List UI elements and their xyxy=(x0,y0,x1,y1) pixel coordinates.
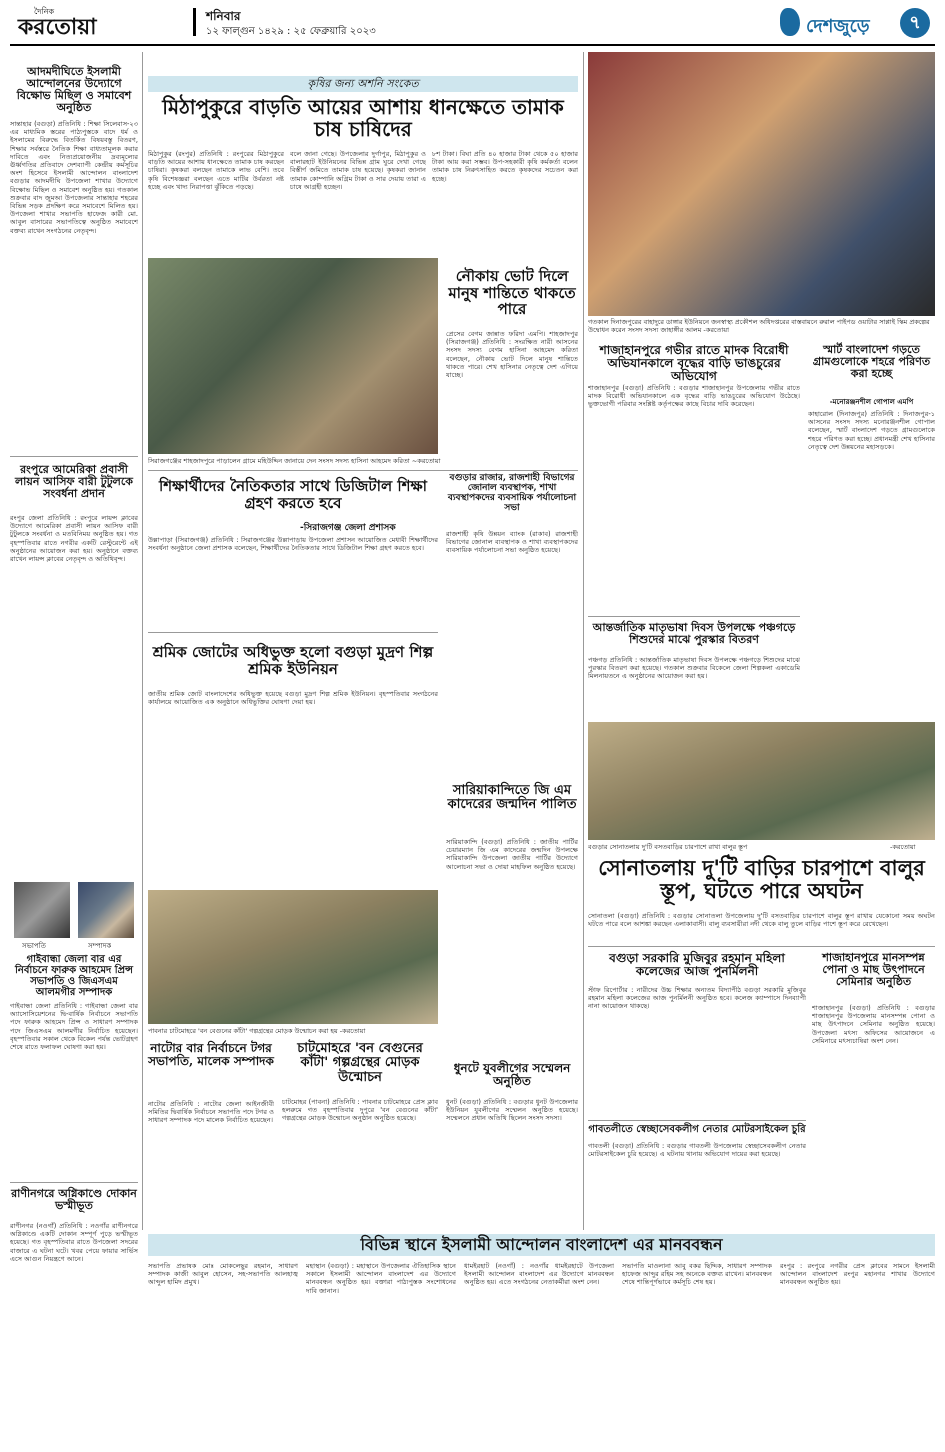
divider xyxy=(10,1182,138,1183)
digital-headline: শিক্ষার্থীদের নৈতিকতার সাথে ডিজিটাল শিক্ষা গ্রহণ করতে হবে xyxy=(158,477,428,512)
nouka-body: প্রেসের বেগম জান্নাত ফরিদা এমপি। শাহজাদপুর (সিরাজগঞ্জ) প্রতিনিধি : সংরক্ষিত নারী আসনের সংসদ সদস্য বেগম হাসিনা আহমেদ করিতা বলেছেন, নৌকায় ভোট দিলে মানুষ শান্তিতে থাকতে পারে। শেখ হাসিনার নেতৃত্বে দেশ এগিয়ে যাচ্ছে। xyxy=(446,330,578,380)
divider xyxy=(148,470,578,471)
sariakandi-body: সারিয়াকান্দি (বগুড়া) প্রতিনিধি : জাতীয় পার্টির চেয়ারম্যান জি এম কাদেরের জন্মদিন উপলক্ষে সারিয়াকান্দি উপজেলা জাতীয় পার্টির উদ্যোগে আলোচনা সভা ও দোয়া মাহফিল অনুষ্ঠিত হয়েছে। xyxy=(446,838,578,871)
digital-body: উল্লাপাড়া (সিরাজগঞ্জ) প্রতিনিধি : সিরাজগঞ্জের উল্লাপাড়ায় উপজেলা প্রশাসন আয়োজিত মেধাবী শিক্ষার্থীদের সংবর্ধনা অনুষ্ঠানে জেলা প্রশাসক বলেছেন, শিক্ষার্থীদের নৈতিকতার সাথে ডিজিটাল শিক্ষা গ্রহণ করতে হবে। xyxy=(148,536,438,553)
divider xyxy=(588,1120,806,1121)
sonatala-body: সোনাতলা (বগুড়া) প্রতিনিধি : বগুড়ার সোনাতলা উপজেলায় দু'টি বসতবাড়ির চারপাশে বালুর স্তূপ রাখায় যেকোনো সময় অঘটন ঘটতে পারে বলে আশঙ্কা করছেন এলাকাবাসী। বালু ব্যবসায়ীরা নদী থেকে বালু তুলে বাড়ির পাশে স্তূপ করে রেখেছেন। xyxy=(588,912,935,929)
secretary-photo xyxy=(78,882,134,938)
divider xyxy=(10,456,138,457)
workers-headline: শ্রমিক জোটের অধিভুক্ত হলো বগুড়া মুদ্রণ শিল্প শ্রমিক ইউনিয়ন xyxy=(152,643,434,678)
college-headline: বগুড়া সরকারি মুজিবুর রহমান মহিলা কলেজের আজ পুনর্মিলনী xyxy=(609,951,785,979)
book-launch-caption: পাবনার চাটমোহরে 'বন বেগুনের কাঁটা' গল্পগ্রন্থের মোড়ক উন্মোচন করা হয় -করতোয়া xyxy=(148,1027,366,1035)
section-title: দেশজুড়ে xyxy=(806,16,870,37)
divider xyxy=(588,616,800,617)
story-rangpur-body: রংপুর জেলা প্রতিনিধি : রংপুরে লায়ন্স ক্লাবের উদ্যোগে আমেরিকা প্রবাসী লায়ন আসিফ বারী টুটুলকে সংবর্ধনা ও মতবিনিময় অনুষ্ঠিত হয়। গত বৃহস্পতিবার রাতে নগরীর একটি রেস্টুরেন্টে এই অনুষ্ঠানের আয়োজন করা হয়। অনুষ্ঠানে বক্তব্য রাখেন লায়ন্স ক্লাবের নেতৃবৃন্দ ও অতিথিবৃন্দ। xyxy=(10,514,138,564)
smart-bd-body: কাহারোল (দিনাজপুর) প্রতিনিধি : দিনাজপুর-১ আসনের সংসদ সদস্য মনোরঞ্জনশীল গোপাল বলেছেন, স্মার্ট বাংলাদেশ গড়তে গ্রামগুলোকে শহরে পরিণত করা হচ্ছে। প্রধানমন্ত্রী শেখ হাসিনার নেতৃত্বে দেশ উন্নয়নের মহাসড়কে। xyxy=(808,410,935,451)
gabtoli-body: গাবতলী (বগুড়া) প্রতিনিধি : বগুড়ার গাবতলী উপজেলায় স্বেচ্ছাসেবকলীগ নেতার মোটরসাইকেল চুরি হয়েছে। এ ঘটনায় থানায় অভিযোগ দায়ের করা হয়েছে। xyxy=(588,1142,806,1159)
left-column xyxy=(10,52,138,1444)
president-photo xyxy=(14,882,70,938)
president-caption: সভাপতি xyxy=(22,942,46,950)
dhunot-headline: ধুনটে যুবলীগের সম্মেলন অনুষ্ঠিত xyxy=(453,1061,571,1089)
masthead xyxy=(10,6,935,44)
sand-pile-caption: বগুড়ার সোনাতলায় দু'টি বসতবাড়ির চারপাশে রাখা বালুর স্তূপ xyxy=(588,843,748,851)
date-label: ১২ ফাল্গুন ১৪২৯ : ২৫ ফেব্রুয়ারি ২০২৩ xyxy=(206,26,376,37)
secretary-caption: সম্পাদক xyxy=(88,942,112,950)
column-divider xyxy=(583,52,584,1230)
college-body: স্টাফ রিপোর্টার : নারীদের উচ্চ শিক্ষার অন্যতম বিদ্যাপীঠ বগুড়া সরকারি মুজিবুর রহমান মহিলা কলেজের আজ পুনর্মিলনী অনুষ্ঠিত হবে। কলেজ ক্যাম্পাসে দিনব্যাপী নানা আয়োজন থাকছে। xyxy=(588,986,806,1011)
page-number: ৭ xyxy=(909,12,921,33)
natore-headline: নাটোর বার নির্বাচনে টগর সভাপতি, মালেক সম্পাদক xyxy=(148,1041,274,1069)
gabtoli-headline: গাবতলীতে স্বেচ্ছাসেবকলীগ নেতার মোটরসাইকেল চুরি xyxy=(588,1124,806,1135)
chatmohar-headline: চাটমোহরে 'বন বেগুনের কাঁটা' গল্পগ্রন্থের মোড়ক উন্মোচন xyxy=(297,1041,423,1085)
fish-seminar-body: শাজাহানপুর (বগুড়া) প্রতিনিধি : বগুড়ার শাজাহানপুর উপজেলায় মানসম্পন্ন পোনা ও মাছ উৎপাদনে সেমিনার অনুষ্ঠিত হয়েছে। উপজেলা মৎস্য অফিসের আয়োজনে এ সেমিনারে মৎস্যচাষিরা অংশ নেন। xyxy=(812,1004,935,1045)
sand-pile-photo xyxy=(588,722,935,840)
masthead-divider xyxy=(193,8,196,36)
masthead-rule xyxy=(10,44,935,46)
bottom-col4: সভাপতি মাওলানা আবু বকর ছিদ্দিক, সাধারণ সম্পাদক হাফেজ আব্দুর রহিম সহ অনেকে বক্তব্য রাখেন। মানববন্ধন শেষে শান্তিপূর্ণভাবে কর্মসূচি শেষ হয়। xyxy=(622,1262,772,1287)
sonatala-headline: সোনাতলায় দু'টি বাড়ির চারপাশে বালুর স্তূপ, ঘটতে পারে অঘটন xyxy=(598,855,925,904)
mother-language-headline: আন্তর্জাতিক মাতৃভাষা দিবস উপলক্ষে পঞ্চগড়ে শিশুদের মাঝে পুরস্কার বিতরণ xyxy=(592,621,796,647)
nouka-headline: নৌকায় ভোট দিলে মানুষ শান্তিতে থাকতে পারে xyxy=(448,267,576,318)
top-story-body-col1: মিঠাপুকুর (রংপুর) প্রতিনিধি : রংপুরের মিঠাপুকুরে বাড়তি আয়ের আশায় ধানক্ষেতে তামাক চাষ করছেন চাষিরা। কৃষকরা বলছেন তামাকে লাভ বেশি। তবে কৃষি বিশেষজ্ঞরা বলছেন এতে মাটির উর্বরতা নষ্ট হচ্ছে এবং খাদ্য নিরাপত্তা ঝুঁকিতে পড়ছে। xyxy=(148,150,284,191)
chatmohar-body: চাটমোহর (পাবনা) প্রতিনিধি : পাবনার চাটমোহরে প্রেস ক্লাব হলরুমে গত বৃহস্পতিবার দুপুরে 'বন বেগুনের কাঁটা' গল্পগ্রন্থের মোড়ক উন্মোচন অনুষ্ঠান অনুষ্ঠিত হয়েছে। xyxy=(282,1098,438,1123)
digital-subhead: -সিরাজগঞ্জ জেলা প্রশাসক xyxy=(300,523,396,533)
brand-small: দৈনিক xyxy=(34,7,55,16)
bottom-col3: ধামইরহাট (নওগাঁ) : নওগাঁর ধামইরহাটে উপজেলা ইসলামী আন্দোলন বাংলাদেশ এর উদ্যোগে মানববন্ধন অনুষ্ঠিত হয়। এতে সংগঠনের নেতাকর্মীরা অংশ নেন। xyxy=(464,1262,614,1287)
bottom-col2: মহাস্থান (বগুড়া) : মহাস্থানে উপজেলার ঐতিহাসিক স্থানে সকালে ইসলামী আন্দোলন বাংলাদেশ এর উদ্যোগে মানববন্ধন অনুষ্ঠিত হয়। বক্তারা পাঠ্যপুস্তক সংশোধনের দাবি জানান। xyxy=(306,1262,456,1295)
column-divider xyxy=(142,52,143,1230)
story-raninagar-headline: রাণীনগরে অগ্নিকাণ্ডে দোকান ভস্মীভূত xyxy=(11,1187,137,1213)
sariakandi-headline: সারিয়াকান্দিতে জি এম কাদেরের জন্মদিন পালিত xyxy=(447,783,577,813)
sand-pile-credit: -করতোয়া xyxy=(890,843,916,851)
story-rangpur-headline: রংপুরে আমেরিকা প্রবাসী লায়ন আসিফ বারী টুটুলকে সংবর্ধনা প্রদান xyxy=(14,463,133,501)
story-adamdighi-headline: আদমদীঘিতে ইসলামী আন্দোলনের উদ্যোগে বিক্ষোভ মিছিল ও সমাবেশ অনুষ্ঠিত xyxy=(16,65,132,115)
smart-bd-subhead: -মনোরঞ্জনশীল গোপাল এমপি xyxy=(829,398,914,406)
water-project-caption: গতকাল দিনাজপুরের বাহাদুরে ডাঙ্গার ইউনিয়নে জনস্বাস্থ্য প্রকৌশল অধিদপ্তরের বাস্তবায়নে রুরাল পাইপড ওয়াটার সাপ্লাই স্কিম প্রকল্পের উদ্বোধন করেন সংসদ সদস্য জাহাঙ্গীর আলম -করতোয়া xyxy=(588,318,930,334)
top-story-body-col2: বলে জানা গেছে। উপজেলার দুর্গাপুর, মিঠাপুকুর ও বালারহাট ইউনিয়নের বিভিন্ন গ্রাম ঘুরে দেখা গেছে বিস্তীর্ণ জমিতে তামাক চাষ হয়েছে। কৃষকরা জানান তামাক কোম্পানি অগ্রিম টাকা ও সার দেয়ায় তারা এ চাষে আগ্রহী হচ্ছেন। xyxy=(290,150,426,191)
shajahanpur-headline: শাজাহানপুরে গভীর রাতে মাদক বিরোধী অভিযানকালে বৃদ্ধের বাড়ি ভাঙচুরের অভিযোগ xyxy=(599,343,789,384)
bangladesh-map-icon xyxy=(780,8,800,36)
smart-bd-headline: স্মার্ট বাংলাদেশ গড়তে গ্রামগুলোকে শহরে পরিণত করা হচ্ছে xyxy=(812,343,931,381)
story-gaibandha-body: গাইবান্ধা জেলা প্রতিনিধি : গাইবান্ধা জেলা বার অ্যাসোসিয়েশনের দ্বি-বার্ষিক নির্বাচনে সভাপতি পদে ফারুক আহমেদ প্রিন্স ও সাধারণ সম্পাদক পদে জিএসএম আলমগীর নির্বাচিত হয়েছেন। বৃহস্পতিবার সকাল থেকে বিকেল পর্যন্ত ভোটগ্রহণ শেষে রাতে ফলাফল ঘোষণা করা হয়। xyxy=(10,1002,138,1052)
rally-photo xyxy=(148,258,438,454)
fish-seminar-headline: শাজাহানপুরে মানসম্পন্ন পোনা ও মাছ উৎপাদনে সেমিনার অনুষ্ঠিত xyxy=(822,951,925,989)
workers-body: জাতীয় শ্রমিক জোট বাংলাদেশের অধিভুক্ত হয়েছে বগুড়া মুদ্রণ শিল্প শ্রমিক ইউনিয়ন। বৃহস্পতিবার সংগঠনের কার্যালয়ে আয়োজিত এক অনুষ্ঠানে অধিভুক্তির ঘোষণা দেয়া হয়। xyxy=(148,690,438,707)
water-project-photo xyxy=(588,52,935,316)
top-story-body-col3: ৮শ টাকা। বিঘা প্রতি ৪০ হাজার টাকা থেকে ৫০ হাজার টাকা আয় করা সম্ভব। উপ-সহকারী কৃষি কর্মকর্তা বলেন তামাক চাষ নিরুৎসাহিত করতে কৃষকদের সচেতন করা হচ্ছে। xyxy=(432,150,578,183)
page-number-badge xyxy=(900,8,930,38)
rakab-body: রাজশাহী কৃষি উন্নয়ন ব্যাংক (রাকাব) রাজশাহী বিভাগের জোনাল ব্যবস্থাপক ও শাখা ব্যবস্থাপকদের ব্যবসায়িক পর্যালোচনা সভা অনুষ্ঠিত হয়েছে। xyxy=(446,530,578,555)
story-gaibandha-headline: গাইবান্ধা জেলা বার এর নির্বাচনে ফারুক আহমেদ প্রিন্স সভাপতি ও জিএসএম আলমগীর সম্পাদক xyxy=(15,954,133,998)
bottom-banner-headline: বিভিন্ন স্থানে ইসলামী আন্দোলন বাংলাদেশ এর মানববন্ধন xyxy=(360,1235,723,1254)
day-label: শনিবার xyxy=(206,9,241,23)
book-launch-photo xyxy=(148,890,438,1024)
divider xyxy=(148,632,438,633)
rakab-headline: বগুড়ার রাজার, রাজশাহী বিভাগের জোনাল ব্যবস্থাপক, শাখা ব্যবস্থাপকদের ব্যবসায়িক পর্যালোচনা সভা xyxy=(447,473,577,513)
dhunot-body: ধুনট (বগুড়া) প্রতিনিধি : বগুড়ার ধুনট উপজেলার ইউনিয়ন যুবলীগের সম্মেলন অনুষ্ঠিত হয়েছে। সম্মেলনে প্রধান অতিথি ছিলেন সংসদ সদস্য। xyxy=(446,1098,578,1123)
mother-language-body: পঞ্চগড় প্রতিনিধি : আন্তর্জাতিক মাতৃভাষা দিবস উপলক্ষে পঞ্চগড়ে শিশুদের মাঝে পুরস্কার বিতরণ করা হয়েছে। গতকাল শুক্রবার বিকেলে জেলা শিল্পকলা একাডেমি মিলনায়তনে এ অনুষ্ঠানের আয়োজন করা হয়। xyxy=(588,656,800,681)
bottom-col5: রংপুর : রংপুরে নগরীর প্রেস ক্লাবের সামনে ইসলামী আন্দোলন বাংলাদেশ রংপুর মহানগর শাখার উদ্যোগে মানববন্ধন অনুষ্ঠিত হয়। xyxy=(780,1262,935,1287)
story-adamdighi-body: সান্তাহার (বগুড়া) প্রতিনিধি : শিক্ষা সিলেবাস-২৩ এর মাধ্যমিক স্তরের পাঠ্যপুস্তকে বাদে ধর্ম ও ইসলামের বিরুদ্ধে বিতর্কিত বিষয়বস্তু বিতরণ, শিক্ষার সর্বস্তরে নৈতিক শিক্ষা বাধ্যতামূলক করার দাবিতে এবং নিত্যপ্রয়োজনীয় দ্রব্যমূল্যের ঊর্ধ্বগতির প্রতিবাদে দেশব্যাপী কেন্দ্রীয় কর্মসূচির অংশ হিসেবে ইসলামী আন্দোলন বাংলাদেশ বগুড়ার আদমদীঘি উপজেলা শাখার উদ্যোগে বিক্ষোভ মিছিল ও সমাবেশ অনুষ্ঠিত হয়। গতকাল শুক্রবার বাদ জুমআ উপজেলার সান্তাহার শহরের বিভিন্ন সড়ক প্রদক্ষিণ করে সমাবেশে মিলিত হয়। উপজেলা শাখার সভাপতি হাফেজ কারী মো. আবুল বাসারের সভাপতিত্বে অনুষ্ঠিত সমাবেশে বক্তব্য রাখেন সংগঠনের নেতৃবৃন্দ। xyxy=(10,120,138,235)
brand-logo: করতোয়া xyxy=(18,14,97,40)
top-story-kicker: কৃষির জন্য অশনি সংকেত xyxy=(148,76,578,92)
divider xyxy=(588,946,935,947)
story-raninagar-body: রাণীনগর (নওগাঁ) প্রতিনিধি : নওগাঁর রাণীনগরে অগ্নিকাণ্ডে একটি দোকান সম্পূর্ণ পুড়ে ভস্মীভূত হয়েছে। গত বৃহস্পতিবার রাতে উপজেলা সদরের বাজারে এ ঘটনা ঘটে। খবর পেয়ে ফায়ার সার্ভিস এসে আগুন নিয়ন্ত্রণে আনে। xyxy=(10,1222,138,1263)
natore-body: নাটোর প্রতিনিধি : নাটোর জেলা আইনজীবী সমিতির দ্বিবার্ষিক নির্বাচনে সভাপতি পদে টগর ও সাধারণ সম্পাদক পদে মালেক নির্বাচিত হয়েছেন। xyxy=(148,1100,274,1125)
rally-photo-caption: সিরাজগঞ্জের শাহজাদপুরে পাড়ালেন গ্রামে মহিউদ্দিন জানায়ে দেন সংসদ সদস্য হাসিনা আহমেদ করিতা ~করতোয়া xyxy=(148,457,441,465)
bottom-col1: সভাপতি প্রভাষক মোঃ মোকলেছুর রহমান, সাধারণ সম্পাদক কাজী আবুল হোসেন, সহ-সভাপতি আলহাজ্ব আব্দুল হামিদ প্রমুখ। xyxy=(148,1262,298,1287)
top-story-headline: মিঠাপুকুরে বাড়তি আয়ের আশায় ধানক্ষেতে তামাক চাষ চাষিদের xyxy=(162,95,564,141)
shajahanpur-body: শাজাহানপুর (বগুড়া) প্রতিনিধি : বগুড়ার শাজাহানপুর উপজেলায় গভীর রাতে মাদক বিরোধী অভিযানকালে এক বৃদ্ধের বাড়ি ভাঙচুরের অভিযোগ উঠেছে। ভুক্তভোগী পরিবার সংশ্লিষ্ট কর্তৃপক্ষের কাছে বিচার দাবি করেছেন। xyxy=(588,384,800,409)
